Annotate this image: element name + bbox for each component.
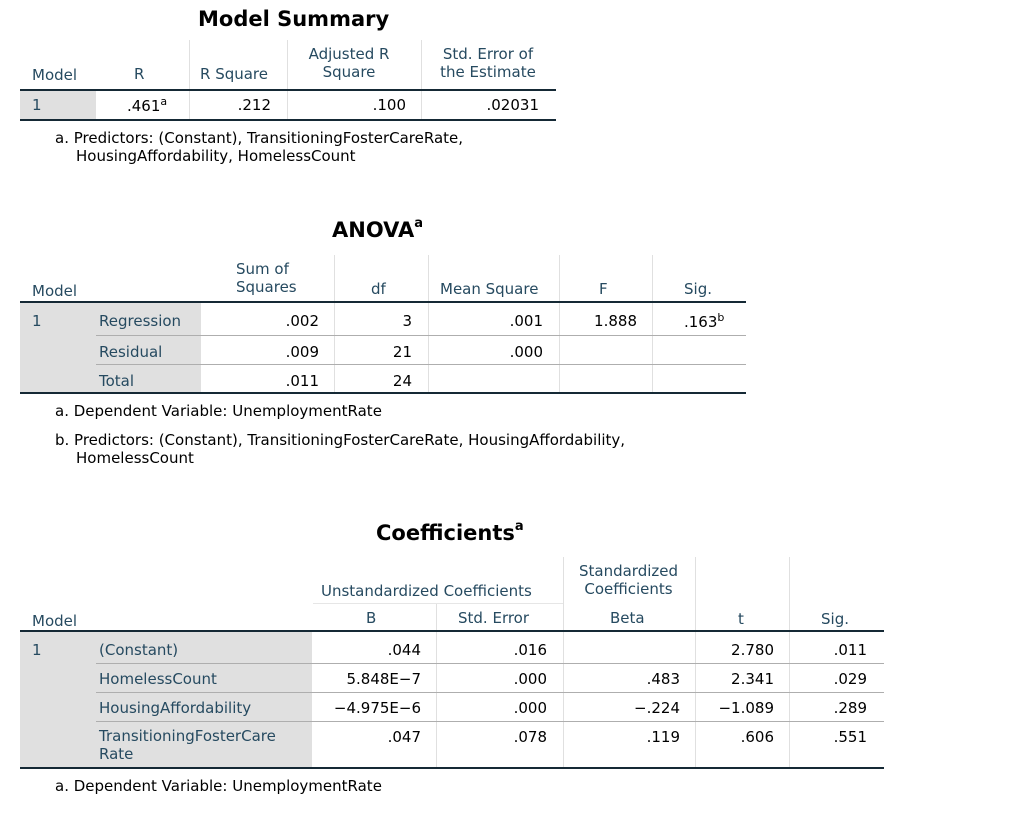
coef-cell-sig: .551 — [833, 728, 867, 746]
ms-header-std-err: Std. Error of the Estimate — [440, 45, 536, 81]
anova-cell-sig: .163$^b$ — [684, 311, 725, 331]
anova-header-ss: Sum of Squares — [236, 260, 297, 296]
anova-bottom-rule — [20, 392, 746, 394]
coef-row-model: 1 — [32, 641, 42, 659]
anova-footnote-b: b. Predictors: (Constant), TransitioningFosterCareRate, HousingAffordability, HomelessCount — [55, 431, 626, 467]
anova-cell-ms: .000 — [509, 343, 543, 361]
coef-row-label: TransitioningFosterCare Rate — [99, 727, 276, 763]
coef-header-beta: Beta — [610, 609, 645, 627]
ms-cell-r-square: .212 — [237, 96, 271, 114]
coef-cell-t: 2.341 — [731, 670, 774, 688]
anova-cell-df: 24 — [392, 372, 412, 390]
coef-cell-b: 5.848E−7 — [346, 670, 421, 688]
coef-group-rule — [313, 603, 563, 604]
anova-cell-ms: .001 — [509, 312, 543, 330]
coef-row-label: HousingAffordability — [99, 699, 252, 717]
anova-header-sig: Sig. — [684, 280, 712, 298]
anova-cell-ss: .011 — [285, 372, 319, 390]
anova-header-df: df — [371, 280, 386, 298]
ms-bottom-rule — [20, 119, 556, 121]
coef-cell-b: .044 — [387, 641, 421, 659]
anova-row-model: 1 — [32, 312, 42, 330]
anova-col-divider — [652, 255, 653, 393]
ms-footnote: a. Predictors: (Constant), TransitioningFosterCareRate, HousingAffordability, HomelessCount — [55, 129, 464, 165]
anova-header-model: Model — [32, 282, 78, 300]
anova-cell-ss: .002 — [285, 312, 319, 330]
coef-cell-sig: .011 — [833, 641, 867, 659]
coef-cell-se: .078 — [513, 728, 547, 746]
anova-title: ANOVA$^a$ — [332, 216, 423, 242]
ms-cell-r: .461$^a$ — [127, 95, 168, 115]
coef-cell-t: .606 — [740, 728, 774, 746]
anova-header-ms: Mean Square — [440, 280, 539, 298]
coef-cell-sig: .029 — [833, 670, 867, 688]
coef-row-label: HomelessCount — [99, 670, 217, 688]
ms-row-model: 1 — [32, 96, 42, 114]
ms-header-r: R — [134, 65, 145, 83]
anova-footnote-a: a. Dependent Variable: UnemploymentRate — [55, 402, 382, 420]
anova-row-rule — [96, 335, 746, 336]
coef-cell-se: .000 — [513, 670, 547, 688]
ms-cell-std-err: .02031 — [486, 96, 539, 114]
coef-header-std-error: Std. Error — [458, 609, 530, 627]
coefficients-title: Coefficients$^a$ — [376, 519, 524, 545]
anova-row-label: Regression — [99, 312, 182, 330]
coef-header-std: Standardized Coefficients — [578, 562, 679, 598]
coef-cell-b: −4.975E−6 — [333, 699, 421, 717]
coef-row-rule — [96, 692, 884, 693]
anova-cell-ss: .009 — [285, 343, 319, 361]
anova-header-f: F — [599, 280, 608, 298]
coef-bottom-rule — [20, 767, 884, 769]
coef-footnote-a: a. Dependent Variable: UnemploymentRate — [55, 777, 382, 795]
coef-row-rule — [96, 663, 884, 664]
ms-header-model: Model — [32, 66, 78, 84]
anova-row-label: Residual — [99, 343, 163, 361]
coef-row-rule — [96, 721, 884, 722]
coef-header-unstd: Unstandardized Coefficients — [321, 582, 532, 600]
coef-cell-t: 2.780 — [731, 641, 774, 659]
anova-cell-f: 1.888 — [594, 312, 637, 330]
coef-cell-beta: .119 — [646, 728, 680, 746]
anova-row-rule — [96, 364, 746, 365]
model-summary-title: Model Summary — [198, 7, 390, 31]
coef-cell-b: .047 — [387, 728, 421, 746]
ms-header-adj-r: Adjusted R Square — [308, 45, 390, 81]
coef-header-sig: Sig. — [821, 610, 849, 628]
coef-header-b: B — [366, 609, 377, 627]
ms-header-rule — [20, 89, 556, 91]
coef-cell-sig: .289 — [833, 699, 867, 717]
ms-header-r-square: R Square — [200, 65, 268, 83]
coef-header-model: Model — [32, 612, 78, 630]
anova-row-label: Total — [99, 372, 135, 390]
coef-row-label: (Constant) — [99, 641, 179, 659]
coef-cell-beta: −.224 — [634, 699, 680, 717]
coef-cell-se: .000 — [513, 699, 547, 717]
coef-cell-se: .016 — [513, 641, 547, 659]
ms-cell-adj-r: .100 — [372, 96, 406, 114]
coef-cell-beta: .483 — [646, 670, 680, 688]
coef-cell-t: −1.089 — [718, 699, 774, 717]
coef-header-t: t — [738, 610, 744, 628]
anova-cell-df: 3 — [402, 312, 412, 330]
anova-cell-df: 21 — [392, 343, 412, 361]
